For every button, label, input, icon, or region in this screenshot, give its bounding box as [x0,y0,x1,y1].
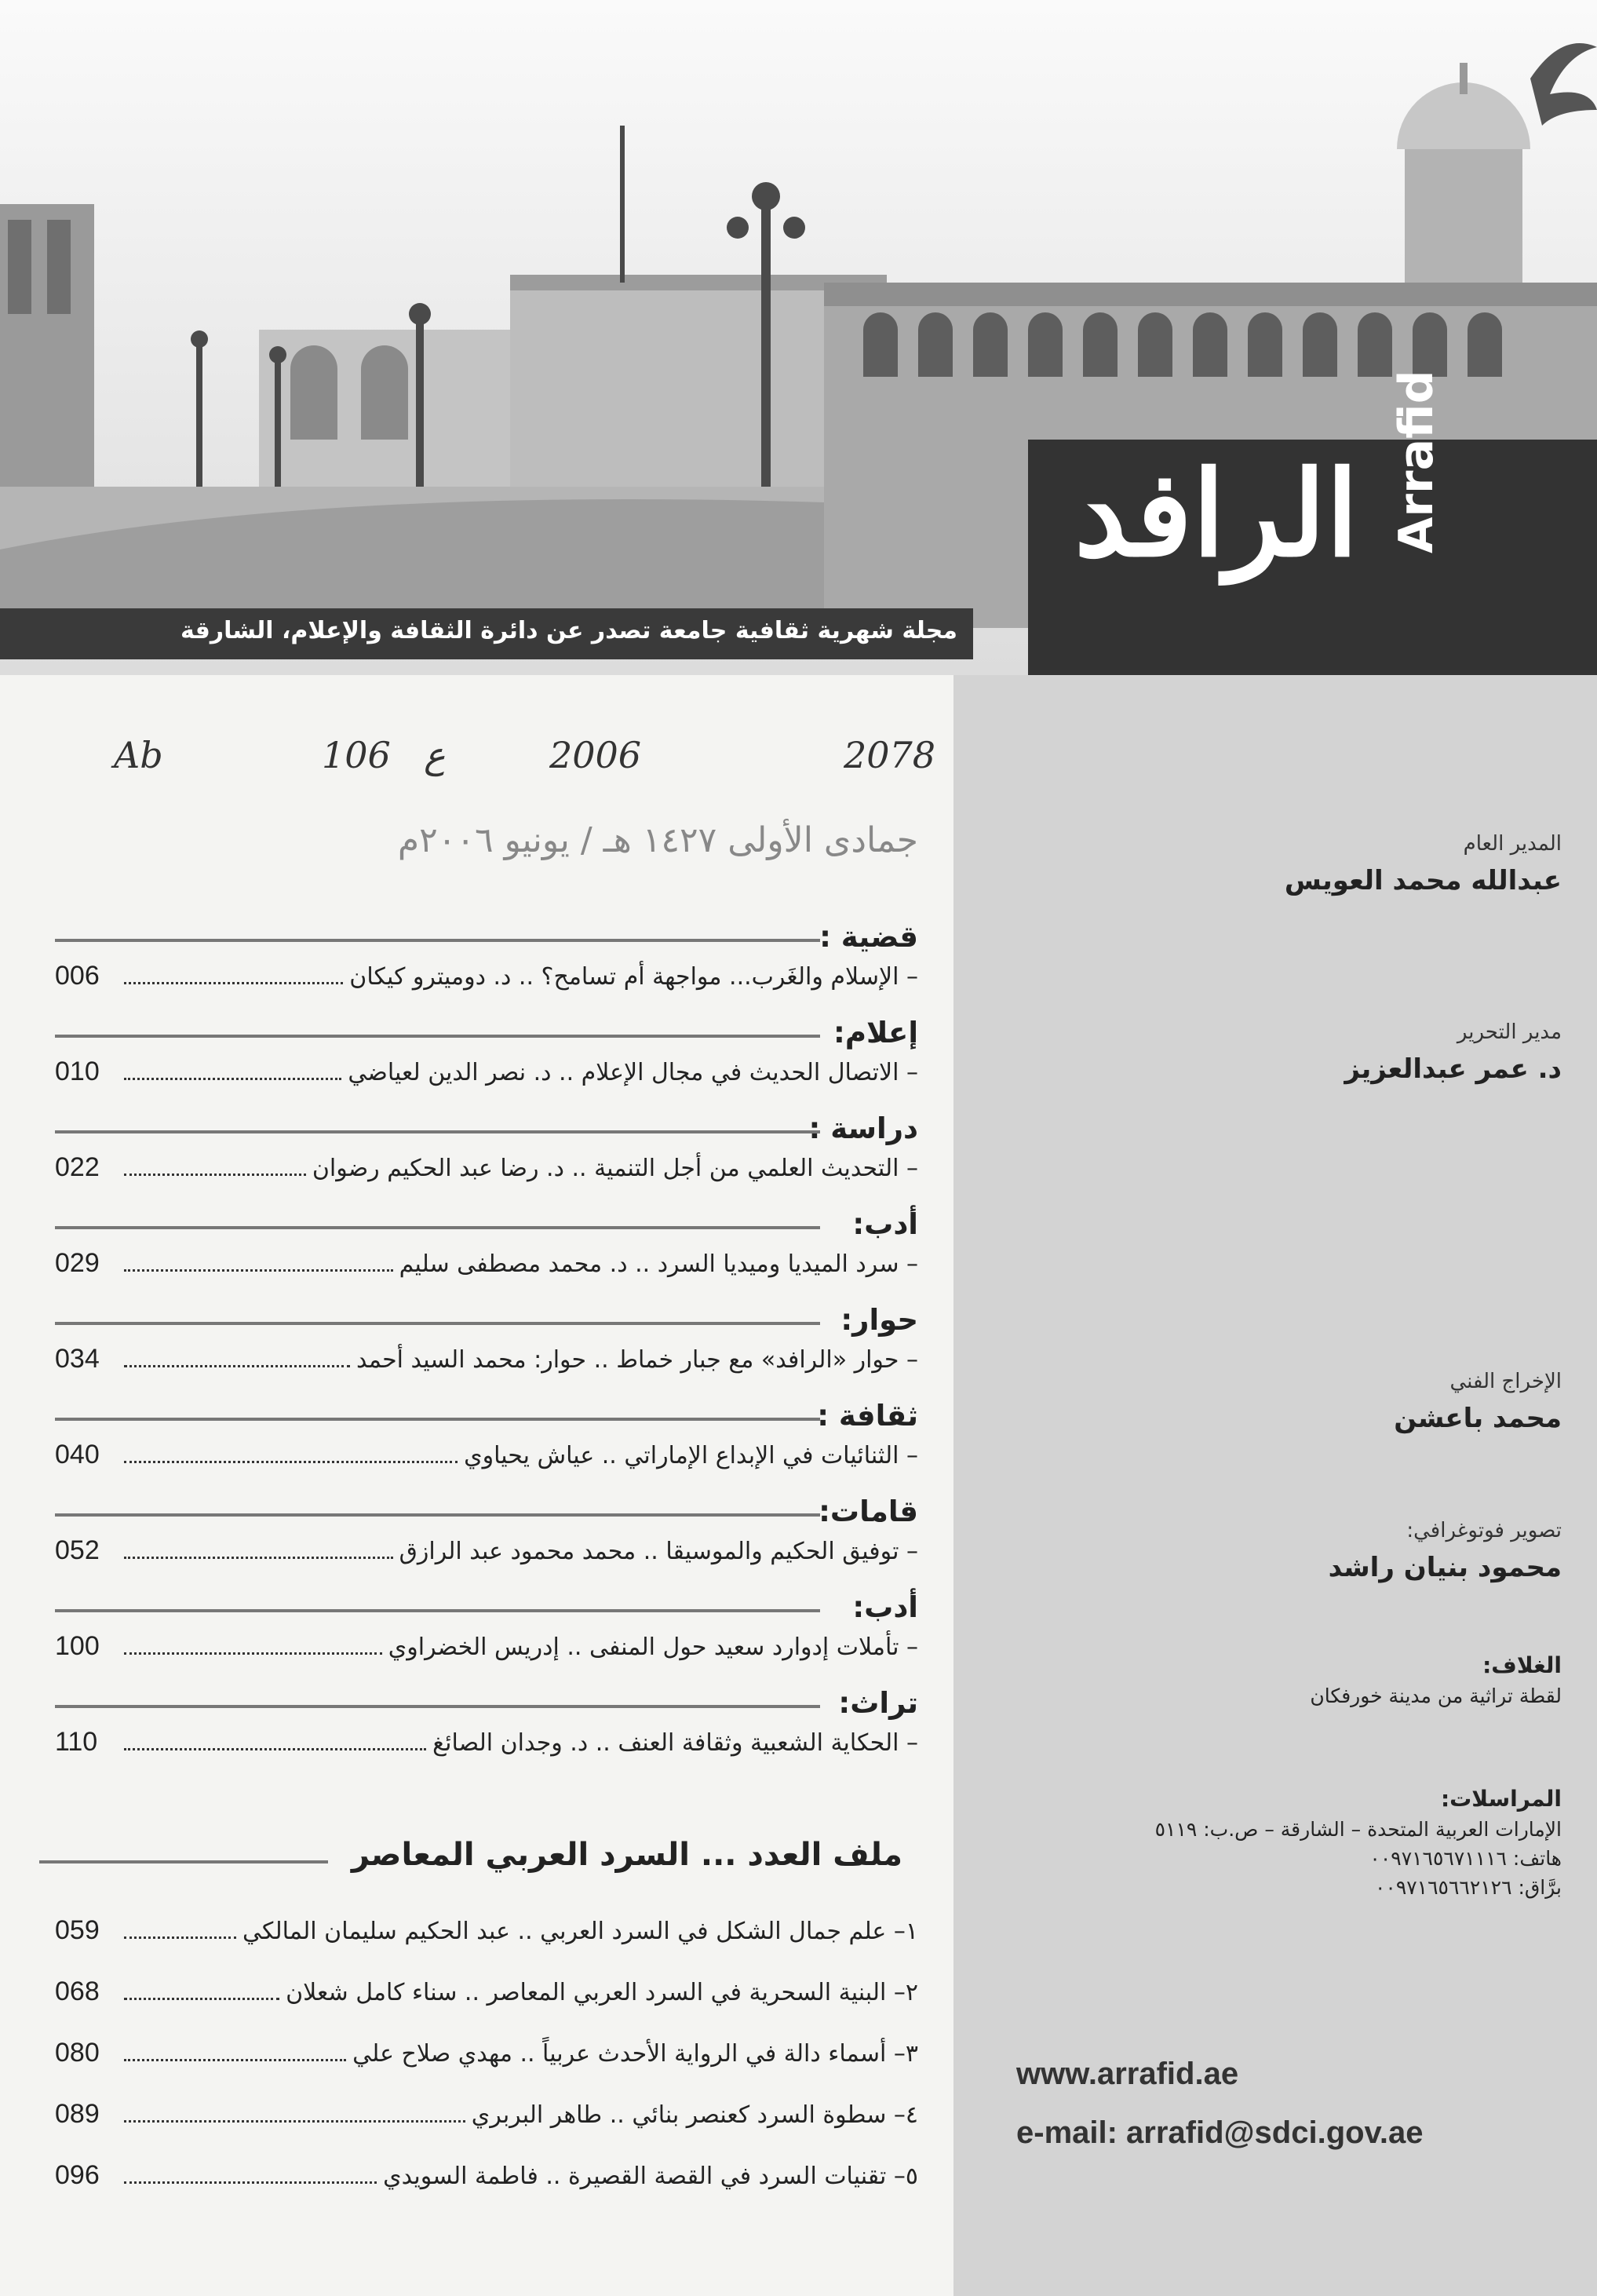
cover-label: الغلاف: [1482,1652,1562,1678]
issue-date: جمادى الأولى ١٤٢٧ هـ / يونيو ٢٠٠٦م [397,820,918,860]
entry-title: – الحكاية الشعبية وثقافة العنف .. د. وجدان الصائغ [432,1729,918,1757]
toc-section [55,1685,918,1780]
person-name: عبدالله محمد العويس [1284,865,1562,896]
logo-arabic: الرافد [1074,445,1359,583]
page-number: 089 [55,2099,100,2129]
managing-editor [997,1020,1562,1085]
special-file-entry[interactable] [55,2160,918,2221]
photographer [997,1519,1562,1583]
page-number: 110 [55,1727,98,1757]
toc-section [55,918,918,1014]
role-label: مدير التحرير [1457,1020,1562,1044]
handwritten-mark: ع [424,734,446,776]
page-number: 068 [55,1977,100,2006]
page-number: 010 [55,1057,100,1086]
entry-title: – التحديث العلمي من أجل التنمية .. د. رضا عبد الحكيم رضوان [312,1155,918,1182]
staff-panel [953,675,1597,2296]
section-heading: ثقافة : [817,1399,918,1433]
entry-title: ٢– البنية السحرية في السرد العربي المعاصر .. سناء كامل شعلان [286,1979,918,2006]
page-number: 040 [55,1440,100,1469]
toc-entry[interactable] [55,1440,918,1480]
general-manager [997,832,1562,896]
toc-entry[interactable] [55,1344,918,1385]
handwritten-mark: Ab [114,734,163,776]
logo-english: Arrafid [1389,370,1444,553]
toc-entry[interactable] [55,1057,918,1097]
page-number: 052 [55,1535,100,1565]
cover-credit [997,1652,1562,1707]
website-link[interactable]: www.arrafid.ae [1016,2057,1239,2091]
person-name: محمد باعشن [1394,1403,1562,1434]
toc-entry[interactable] [55,1152,918,1193]
section-heading: قضية : [819,920,918,954]
entry-title: – الثنائيات في الإبداع الإماراتي .. عياش يحياوي [464,1442,918,1469]
entry-title: – الإسلام والغَرب... مواجهة أم تسامح؟ .. د. دوميترو كيكان [349,963,918,991]
page-number: 096 [55,2160,100,2190]
toc-section [55,1397,918,1493]
page-number: 022 [55,1152,100,1182]
section-heading: تراث: [838,1686,918,1720]
magazine-tagline: مجلة شهرية ثقافية جامعة تصدر عن دائرة الثقافة والإعلام، الشارقة [180,617,957,644]
page-number: 080 [55,2038,100,2068]
toc-section [55,1110,918,1206]
contact-label: المراسلات: [1440,1786,1562,1812]
contact-info [997,1786,1562,1899]
phone: هاتف: ٠٠٩٧١٦٥٦٧١١١٦ [1369,1847,1562,1870]
entry-title: – حوار «الرافد» مع جبار خماط .. حوار: محمد السيد أحمد [355,1346,918,1374]
art-director [997,1370,1562,1434]
section-heading: حوار: [840,1303,918,1337]
handwritten-mark: 2078 [844,734,936,776]
page-number: 034 [55,1344,100,1374]
entry-title: ١– علم جمال الشكل في السرد العربي .. عبد الحكيم سليمان المالكي [242,1918,918,1945]
role-label: المدير العام [1463,832,1562,856]
toc-section [55,1301,918,1397]
entry-title: – تأملات إدوارد سعيد حول المنفى .. إدريس الخضراوي [388,1633,918,1661]
toc-entry[interactable] [55,1727,918,1768]
special-file-entry[interactable] [55,1977,918,2038]
special-file-list [55,1915,918,2221]
fax: برَّاق: ٠٠٩٧١٦٥٦٦٢١٢٦ [1374,1876,1562,1899]
special-file-title: ملف العدد ... السرد العربي المعاصر [328,1837,918,1873]
handwritten-mark: 2006 [549,734,642,776]
entry-title: ٤– سطوة السرد كعنصر بنائي .. طاهر البربري [471,2101,918,2129]
entry-title: – توفيق الحكيم والموسيقا .. محمد محمود عبد الرازق [399,1538,918,1565]
toc-section [55,1493,918,1589]
toc-entry[interactable] [55,961,918,1002]
toc-section [55,1014,918,1110]
email-link[interactable]: e-mail: arrafid@sdci.gov.ae [1016,2115,1424,2150]
handwritten-mark: 106 [322,734,391,776]
page-number: 059 [55,1915,100,1945]
page-number: 100 [55,1631,100,1661]
section-heading: أدب: [852,1590,918,1624]
section-heading: أدب: [852,1207,918,1241]
person-name: محمود بنيان راشد [1328,1552,1562,1583]
role-label: تصوير فوتوغرافي: [1406,1519,1562,1542]
entry-title: – الاتصال الحديث في مجال الإعلام .. د. نصر الدين لعياضي [348,1059,918,1086]
section-heading: دراسة : [808,1111,918,1145]
toc-section [55,1206,918,1301]
entry-title: – سرد الميديا وميديا السرد .. د. محمد مصطفى سليم [399,1250,918,1278]
special-file-entry[interactable] [55,2099,918,2160]
toc-entry[interactable] [55,1248,918,1289]
special-file-heading [39,1837,918,1873]
toc-entry[interactable] [55,1631,918,1672]
masthead [0,0,1597,675]
toc-entry[interactable] [55,1535,918,1576]
cover-text: لقطة تراثية من مدينة خورفكان [1310,1685,1562,1707]
page-number: 006 [55,961,100,991]
section-heading: قامات: [819,1495,918,1528]
page-number: 029 [55,1248,100,1278]
entry-title: ٣– أسماء دالة في الرواية الأحدث عربياً .. مهدي صلاح علي [352,2040,918,2068]
table-of-contents [55,918,918,1780]
entry-title: ٥– تقنيات السرد في القصة القصيرة .. فاطمة السويدي [383,2163,918,2190]
special-file-entry[interactable] [55,1915,918,1977]
person-name: د. عمر عبدالعزيز [1344,1053,1562,1085]
toc-section [55,1589,918,1685]
address: الإمارات العربية المتحدة – الشارقة – ص.ب: ٥١١٩ [1154,1818,1562,1841]
section-heading: إعلام: [833,1016,918,1049]
special-file-entry[interactable] [55,2038,918,2099]
role-label: الإخراج الفني [1449,1370,1562,1393]
